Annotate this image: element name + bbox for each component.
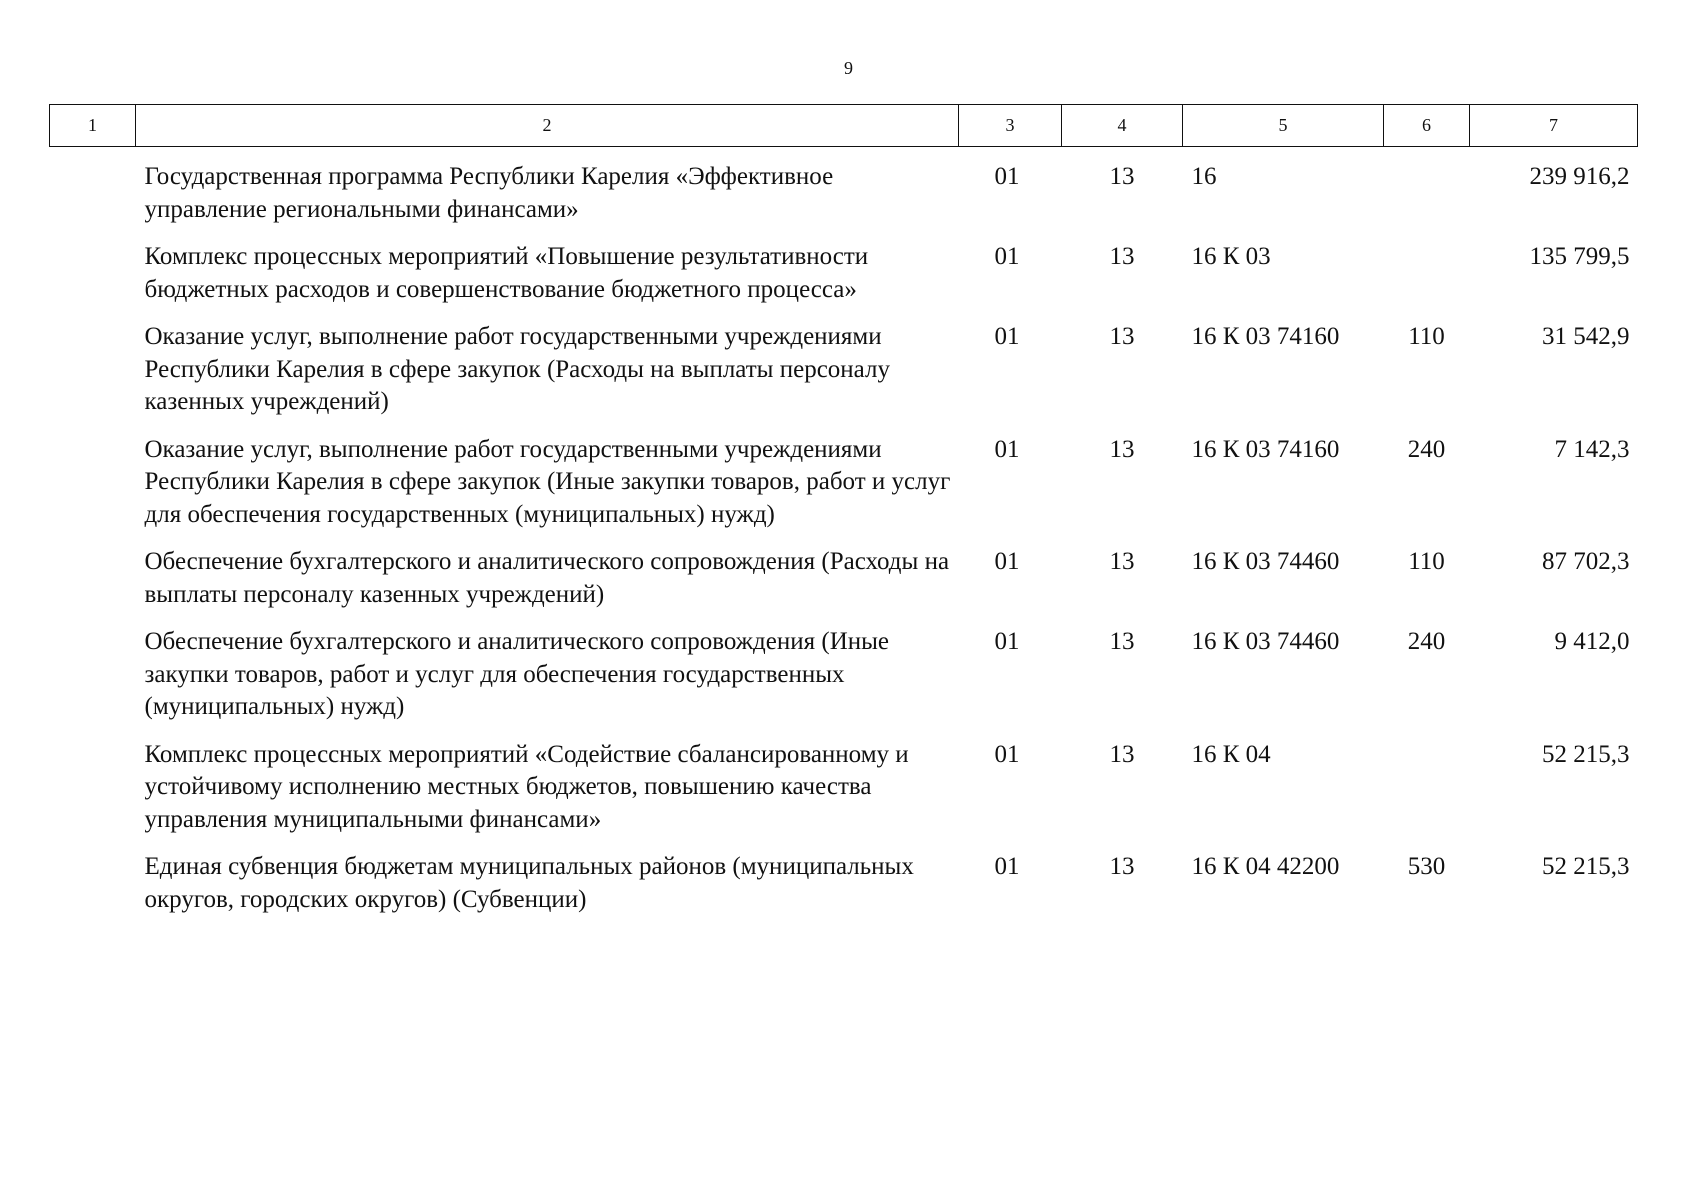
table-row — [50, 420, 1638, 533]
amount: 52 215,3 — [1542, 853, 1630, 880]
subsection-code: 13 — [1109, 628, 1135, 655]
subsection-code: 13 — [1109, 323, 1135, 350]
amount: 31 542,9 — [1542, 323, 1630, 350]
section-code: 01 — [994, 740, 1020, 768]
table-row — [50, 837, 1638, 917]
expense-type-code — [1384, 147, 1470, 228]
subsection-code: 13 — [1109, 243, 1135, 270]
column-numbers-row — [50, 105, 1638, 147]
subsection-code: 13 — [1109, 163, 1135, 190]
row-number-cell — [50, 532, 136, 612]
target-item-code: 16 К 03 74160 — [1191, 323, 1340, 350]
subsection-code: 13 — [1109, 853, 1135, 880]
amount: 52 215,3 — [1542, 740, 1630, 768]
column-number-2: 2 — [136, 105, 959, 147]
table-row — [50, 532, 1638, 612]
expense-name: Обеспечение бухгалтерского и аналитического сопровождения (Расходы на выплаты персоналу казенных учреждений) — [144, 548, 950, 608]
target-item-code: 16 К 03 74460 — [1191, 548, 1340, 575]
amount: 135 799,5 — [1529, 243, 1630, 270]
section-code: 01 — [994, 628, 1020, 655]
column-number-5: 5 — [1183, 105, 1384, 147]
section-code: 01 — [994, 435, 1020, 463]
subsection-code: 13 — [1109, 740, 1135, 768]
expense-type-code — [1384, 725, 1470, 838]
expense-type-code: 530 — [1407, 853, 1446, 880]
section-code: 01 — [994, 853, 1020, 880]
row-number-cell — [50, 307, 136, 420]
column-number-6: 6 — [1384, 105, 1470, 147]
expense-name: Обеспечение бухгалтерского и аналитического сопровождения (Иные закупки товаров, работ и услуг для обеспечения государственных (муниципальных) нужд) — [144, 628, 890, 720]
expense-type-code: 240 — [1407, 628, 1446, 655]
expense-name: Государственная программа Республики Карелия «Эффективное управление региональными финансами» — [144, 163, 834, 223]
expense-type-code — [1384, 227, 1470, 307]
amount: 9 412,0 — [1554, 628, 1630, 655]
section-code: 01 — [994, 243, 1020, 270]
column-number-4: 4 — [1062, 105, 1183, 147]
subsection-code: 13 — [1109, 435, 1135, 463]
target-item-code: 16 К 04 — [1191, 740, 1271, 768]
table-row — [50, 725, 1638, 838]
section-code: 01 — [994, 323, 1020, 350]
expense-name: Оказание услуг, выполнение работ государственными учреждениями Республики Карелия в сфере закупок (Иные закупки товаров, работ и услуг для обеспечения государственных (муниципальных) нужд) — [144, 435, 951, 528]
table-header — [50, 105, 1638, 147]
table-row — [50, 612, 1638, 725]
column-number-7: 7 — [1470, 105, 1638, 147]
target-item-code: 16 К 03 74460 — [1191, 628, 1340, 655]
row-number-cell — [50, 725, 136, 838]
column-number-3: 3 — [959, 105, 1062, 147]
budget-table — [49, 104, 1638, 917]
subsection-code: 13 — [1109, 548, 1135, 575]
target-item-code: 16 К 03 74160 — [1191, 435, 1340, 463]
table-body — [50, 147, 1638, 918]
amount: 87 702,3 — [1542, 548, 1630, 575]
expense-name: Комплекс процессных мероприятий «Содействие сбалансированному и устойчивому исполнению местных бюджетов, повышению качества управления муниципальными финансами» — [144, 740, 909, 833]
expense-name: Оказание услуг, выполнение работ государственными учреждениями Республики Карелия в сфере закупок (Расходы на выплаты персоналу казенных учреждений) — [144, 323, 890, 415]
amount: 239 916,2 — [1529, 163, 1630, 190]
expense-name: Единая субвенция бюджетам муниципальных районов (муниципальных округов, городских округов) (Субвенции) — [144, 853, 914, 913]
row-number-cell — [50, 227, 136, 307]
target-item-code: 16 К 04 42200 — [1191, 853, 1340, 880]
amount: 7 142,3 — [1554, 435, 1630, 463]
target-item-code: 16 — [1191, 163, 1217, 190]
row-number-cell — [50, 147, 136, 228]
expense-name: Комплекс процессных мероприятий «Повышение результативности бюджетных расходов и совершенствование бюджетного процесса» — [144, 243, 869, 303]
expense-type-code: 240 — [1407, 435, 1446, 463]
section-code: 01 — [994, 163, 1020, 190]
row-number-cell — [50, 837, 136, 917]
row-number-cell — [50, 612, 136, 725]
section-code: 01 — [994, 548, 1020, 575]
page-number: 9 — [844, 58, 853, 78]
row-number-cell — [50, 420, 136, 533]
table-row — [50, 307, 1638, 420]
target-item-code: 16 К 03 — [1191, 243, 1271, 270]
expense-type-code: 110 — [1408, 323, 1445, 350]
table-row — [50, 147, 1638, 228]
expense-type-code: 110 — [1408, 548, 1445, 575]
table-row — [50, 227, 1638, 307]
column-number-1: 1 — [50, 105, 136, 147]
